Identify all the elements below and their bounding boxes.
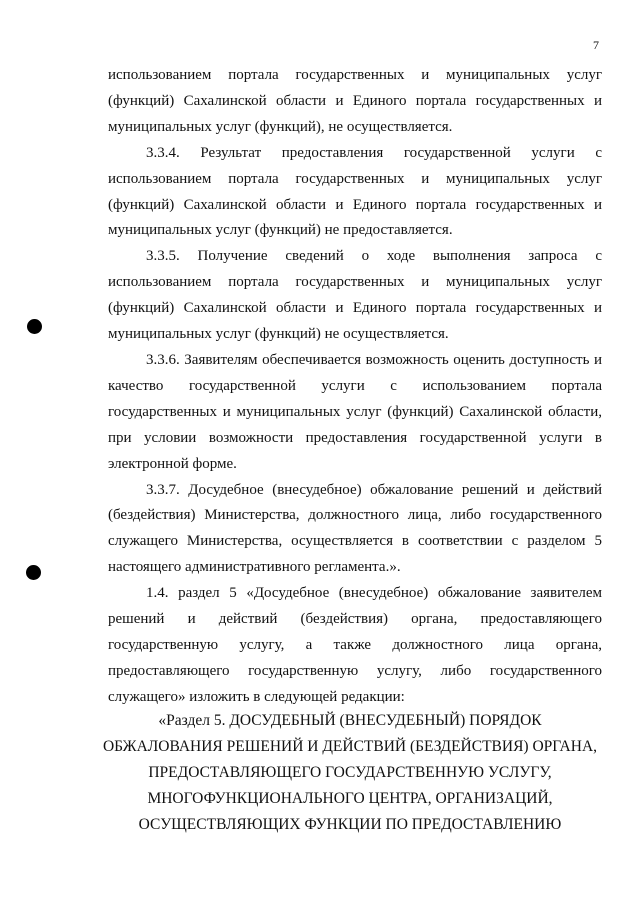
paragraph-p14 [108,581,602,711]
punch-hole-mark [27,319,42,334]
text-line: настоящего административного регламента.». [108,559,401,576]
text-line: государственных и муниципальных услуг (функций) Сахалинской области, [108,403,602,420]
heading-line: ОБЖАЛОВАНИЯ РЕШЕНИЙ И ДЕЙСТВИЙ (БЕЗДЕЙСТВИЯ) ОРГАНА, [102,738,598,755]
text-line: 3.3.5. Получение сведений о ходе выполнения запроса с [146,248,602,265]
section-heading [100,708,600,838]
text-line: муниципальных услуг (функций) не осуществляется. [108,326,449,343]
text-line: при условии возможности предоставления государственной услуги в [108,429,602,446]
paragraph-p337 [108,478,602,582]
text-line: государственную услугу, а также должностного лица органа, [108,636,602,653]
text-line: 3.3.4. Результат предоставления государственной услуги с [146,144,602,161]
text-line: (функций) Сахалинской области и Единого портала государственных и [108,92,602,109]
text-line: предоставляющего государственную услугу, либо государственного [108,662,602,679]
text-line: 3.3.7. Досудебное (внесудебное) обжалование решений и действий [146,481,602,498]
page-number: 7 [593,38,599,52]
paragraph-p334 [108,141,602,245]
text-line: муниципальных услуг (функций) не предоставляется. [108,222,453,239]
heading-line: ОСУЩЕСТВЛЯЮЩИХ ФУНКЦИИ ПО ПРЕДОСТАВЛЕНИЮ [138,816,562,833]
text-line: служащего Министерства, осуществляется в соответствии с разделом 5 [108,533,602,550]
text-line: служащего» изложить в следующей редакции: [108,688,405,705]
text-line: (функций) Сахалинской области и Единого портала государственных и [108,300,602,317]
heading-line: МНОГОФУНКЦИОНАЛЬНОГО ЦЕНТРА, ОРГАНИЗАЦИЙ, [147,790,553,807]
heading-line: ПРЕДОСТАВЛЯЮЩЕГО ГОСУДАРСТВЕННУЮ УСЛУГУ, [148,764,552,781]
text-line: (функций) Сахалинской области и Единого портала государственных и [108,196,602,213]
text-line: качество государственной услуги с использованием портала [108,377,602,394]
paragraph-p336 [108,348,602,478]
text-line: (бездействия) Министерства, должностного лица, либо государственного [108,507,602,524]
paragraph-cont [108,63,602,141]
text-line: решений и действий (бездействия) органа, предоставляющего [108,611,602,628]
punch-hole-mark [26,565,41,580]
text-line: использованием портала государственных и муниципальных услуг [108,274,602,291]
text-line: использованием портала государственных и муниципальных услуг [108,170,602,187]
document-body [108,63,602,711]
text-line: 3.3.6. Заявителям обеспечивается возможность оценить доступность и [146,351,602,368]
text-line: 1.4. раздел 5 «Досудебное (внесудебное) обжалование заявителем [146,585,602,602]
paragraph-p335 [108,244,602,348]
text-line: муниципальных услуг (функций), не осуществляется. [108,118,453,135]
text-line: использованием портала государственных и муниципальных услуг [108,67,602,83]
heading-line: «Раздел 5. ДОСУДЕБНЫЙ (ВНЕСУДЕБНЫЙ) ПОРЯДОК [158,712,542,729]
text-line: электронной форме. [108,455,237,472]
